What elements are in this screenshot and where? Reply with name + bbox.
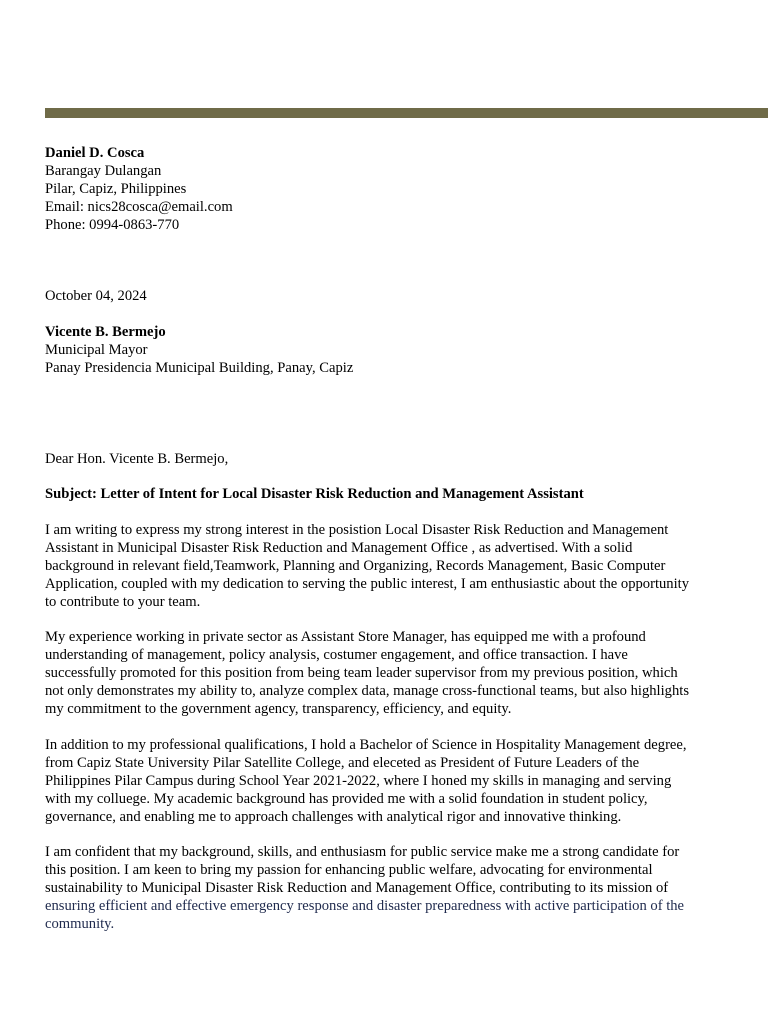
sender-address-line1: Barangay Dulangan — [45, 163, 162, 179]
paragraph-line: my commitment to the government agency, transparency, efficiency, and equity. — [45, 701, 512, 717]
paragraph-line: Application, coupled with my dedication to serving the public interest, I am enthusiastic about the opportunity — [45, 576, 690, 592]
recipient-title: Municipal Mayor — [45, 342, 148, 358]
body-paragraph-3 — [45, 736, 725, 826]
paragraph-line: My experience working in private sector as Assistant Store Manager, has equipped me with a profound — [45, 629, 646, 645]
sender-name: Daniel D. Cosca — [45, 145, 145, 161]
letter-date-block — [45, 287, 725, 305]
salutation: Dear Hon. Vicente B. Bermejo, — [45, 451, 229, 467]
paragraph-line: sustainability to Municipal Disaster Risk Reduction and Management Office, contributing to its mission of — [45, 880, 669, 896]
paragraph-line: with my colluege. My academic background has provided me with a solid foundation in student policy, — [45, 791, 648, 807]
paragraph-line: In addition to my professional qualifications, I hold a Bachelor of Science in Hospitality Management degree, — [45, 737, 687, 753]
paragraph-line: background in relevant field,Teamwork, Planning and Organizing, Records Management, Basic Computer — [45, 558, 666, 574]
subject-block — [45, 485, 725, 503]
header-rule — [45, 108, 768, 118]
body-paragraph-4 — [45, 843, 725, 933]
sender-block — [45, 144, 725, 234]
body-paragraph-2 — [45, 628, 725, 718]
paragraph-line: governance, and enabling me to approach challenges with analytical rigor and innovative thinking. — [45, 809, 622, 825]
sender-phone: Phone: 0994-0863-770 — [45, 217, 180, 233]
paragraph-line: ensuring efficient and effective emergency response and disaster preparedness with active participation of the — [45, 898, 685, 914]
paragraph-line: to contribute to your team. — [45, 594, 201, 610]
paragraph-line: Philippines Pilar Campus during School Year 2021-2022, where I honed my skills in managing and serving — [45, 773, 672, 789]
letter-date: October 04, 2024 — [45, 288, 147, 304]
paragraph-line: I am confident that my background, skills, and enthusiasm for public service make me a strong candidate for — [45, 844, 680, 860]
salutation-block — [45, 450, 725, 468]
paragraph-line: this position. I am keen to bring my passion for enhancing public welfare, advocating for environmental — [45, 862, 653, 878]
sender-email: Email: nics28cosca@email.com — [45, 199, 233, 215]
paragraph-line: Assistant in Municipal Disaster Risk Reduction and Management Office , as advertised. With a solid — [45, 540, 633, 556]
paragraph-line: community. — [45, 916, 115, 932]
paragraph-line: I am writing to express my strong interest in the posistion Local Disaster Risk Reduction and Management — [45, 522, 669, 538]
body-paragraph-1 — [45, 521, 725, 611]
subject-line: Subject: Letter of Intent for Local Disaster Risk Reduction and Management Assistant — [45, 486, 584, 502]
paragraph-line: understanding of management, policy analysis, costumer engagement, and office transaction. I have — [45, 647, 628, 663]
paragraph-line: not only demonstrates my ability to, analyze complex data, manage cross-functional teams, but also highlights — [45, 683, 689, 699]
paragraph-line: successfully promoted for this position from being team leader supervisor from my previous position, which — [45, 665, 678, 681]
recipient-block — [45, 323, 725, 377]
paragraph-line: from Capiz State University Pilar Satellite College, and eleceted as President of Future Leaders of the — [45, 755, 640, 771]
sender-address-line2: Pilar, Capiz, Philippines — [45, 181, 187, 197]
recipient-address: Panay Presidencia Municipal Building, Panay, Capiz — [45, 360, 354, 376]
recipient-name: Vicente B. Bermejo — [45, 324, 166, 340]
